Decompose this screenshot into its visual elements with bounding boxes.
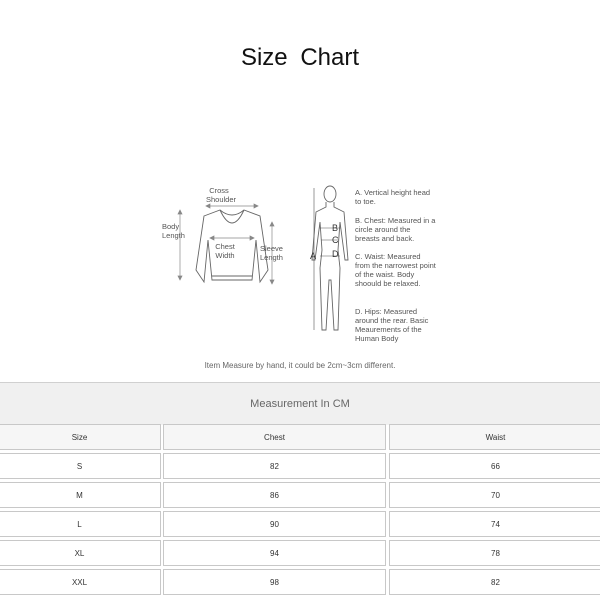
table-row (0, 453, 600, 481)
marker-a: A (310, 251, 317, 261)
size-cell: S (0, 453, 161, 479)
table-header-row (0, 424, 600, 452)
chest-width-label: Chest Width (215, 242, 235, 260)
note-b: B. Chest: Measured in a circle around the breasts and back. (355, 216, 436, 243)
chest-cell: 90 (163, 511, 386, 537)
chest-width-arrow (210, 236, 254, 240)
note-a: A. Vertical height head to toe. (355, 188, 431, 206)
waist-cell: 82 (389, 569, 600, 595)
waist-cell: 74 (389, 511, 600, 537)
cross-shoulder-arrow (206, 204, 258, 208)
page-title: Size Chart (240, 44, 360, 71)
marker-c: C (332, 235, 339, 245)
waist-cell: 70 (389, 482, 600, 508)
chest-cell: 98 (163, 569, 386, 595)
human-body-icon (312, 186, 348, 330)
marker-d: D (332, 249, 339, 259)
waist-cell: 66 (389, 453, 600, 479)
size-cell: L (0, 511, 161, 537)
note-c: C. Waist: Measured from the narrowest point of the waist. Body shoould be relaxed. (355, 252, 436, 288)
chest-cell: 94 (163, 540, 386, 566)
note-d: D. Hips: Measured around the rear. Basic Meaurements of the Human Body (355, 307, 429, 343)
chest-cell: 82 (163, 453, 386, 479)
table-row (0, 569, 600, 597)
table-row (0, 540, 600, 568)
table-row (0, 482, 600, 510)
measure-note: Item Measure by hand, it could be 2cm~3cm different. (204, 361, 396, 370)
header-size: Size (0, 424, 161, 450)
header-chest: Chest (163, 424, 386, 450)
marker-b: B (332, 223, 339, 233)
measurement-figure (160, 180, 450, 360)
size-table (0, 382, 600, 600)
header-waist: Waist (389, 424, 600, 450)
size-cell: XXL (0, 569, 161, 595)
sleeve-length-label: Sleeve Length (260, 244, 283, 262)
cross-shoulder-label: Cross Shoulder (206, 186, 237, 204)
table-caption: Measurement In CM (0, 382, 600, 425)
body-length-arrow (178, 210, 182, 280)
waist-cell: 78 (389, 540, 600, 566)
size-cell: XL (0, 540, 161, 566)
body-length-label: Body Length (162, 222, 185, 240)
chest-cell: 86 (163, 482, 386, 508)
size-cell: M (0, 482, 161, 508)
table-row (0, 511, 600, 539)
